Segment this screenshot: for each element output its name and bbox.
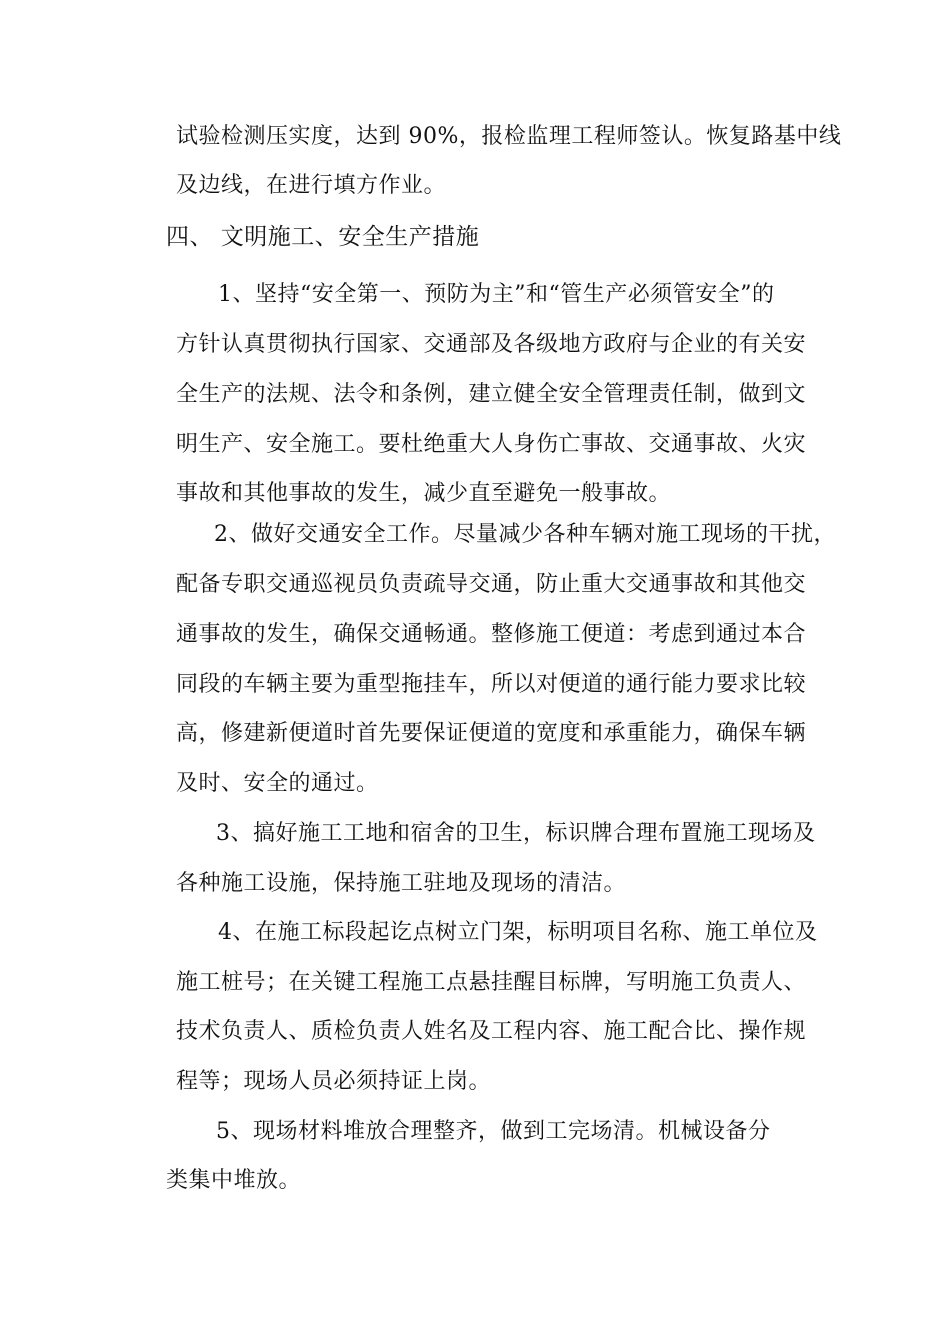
paragraph-line: 及时、安全的通过。	[176, 771, 379, 796]
paragraph-line: 类集中堆放。	[166, 1168, 302, 1193]
paragraph-line: 3、搞好施工工地和宿舍的卫生，标识牌合理布置施工现场及	[216, 821, 816, 846]
paragraph-line: 明生产、安全施工。要杜绝重大人身伤亡事故、交通事故、火灾	[176, 432, 807, 457]
paragraph-line: 2、做好交通安全工作。尽量减少各种车辆对施工现场的干扰，	[214, 522, 836, 547]
paragraph-line: 方针认真贯彻执行国家、交通部及各级地方政府与企业的有关安	[176, 332, 807, 357]
paragraph-line: 通事故的发生，确保交通畅通。整修施工便道：考虑到通过本合	[176, 622, 807, 647]
paragraph-line: 程等；现场人员必须持证上岗。	[176, 1069, 492, 1094]
paragraph-line: 高，修建新便道时首先要保证便道的宽度和承重能力，确保车辆	[176, 721, 807, 746]
paragraph-line: 5、现场材料堆放合理整齐，做到工完场清。机械设备分	[216, 1119, 771, 1144]
paragraph-line: 配备专职交通巡视员负责疏导交通，防止重大交通事故和其他交	[176, 572, 807, 597]
paragraph-line: 4、在施工标段起讫点树立门架，标明项目名称、施工单位及	[218, 920, 818, 945]
paragraph-line: 各种施工设施，保持施工驻地及现场的清洁。	[176, 871, 627, 896]
paragraph-line: 事故和其他事故的发生，减少直至避免一般事故。	[176, 481, 672, 506]
section-heading: 四、 文明施工、安全生产措施	[166, 224, 480, 250]
paragraph-line: 1、坚持“安全第一、预防为主”和“管生产必须管安全”的	[218, 282, 775, 307]
paragraph-line: 施工桩号；在关键工程施工点悬挂醒目标牌，写明施工负责人、	[176, 970, 807, 995]
paragraph-line: 技术负责人、质检负责人姓名及工程内容、施工配合比、操作规	[176, 1019, 807, 1044]
paragraph-line: 全生产的法规、法令和条例，建立健全安全管理责任制，做到文	[176, 382, 807, 407]
intro-line-2: 及边线，在进行填方作业。	[176, 173, 447, 198]
paragraph-line: 同段的车辆主要为重型拖挂车，所以对便道的通行能力要求比较	[176, 672, 807, 697]
intro-line-1: 试验检测压实度，达到 90%，报检监理工程师签认。恢复路基中线	[176, 124, 842, 149]
